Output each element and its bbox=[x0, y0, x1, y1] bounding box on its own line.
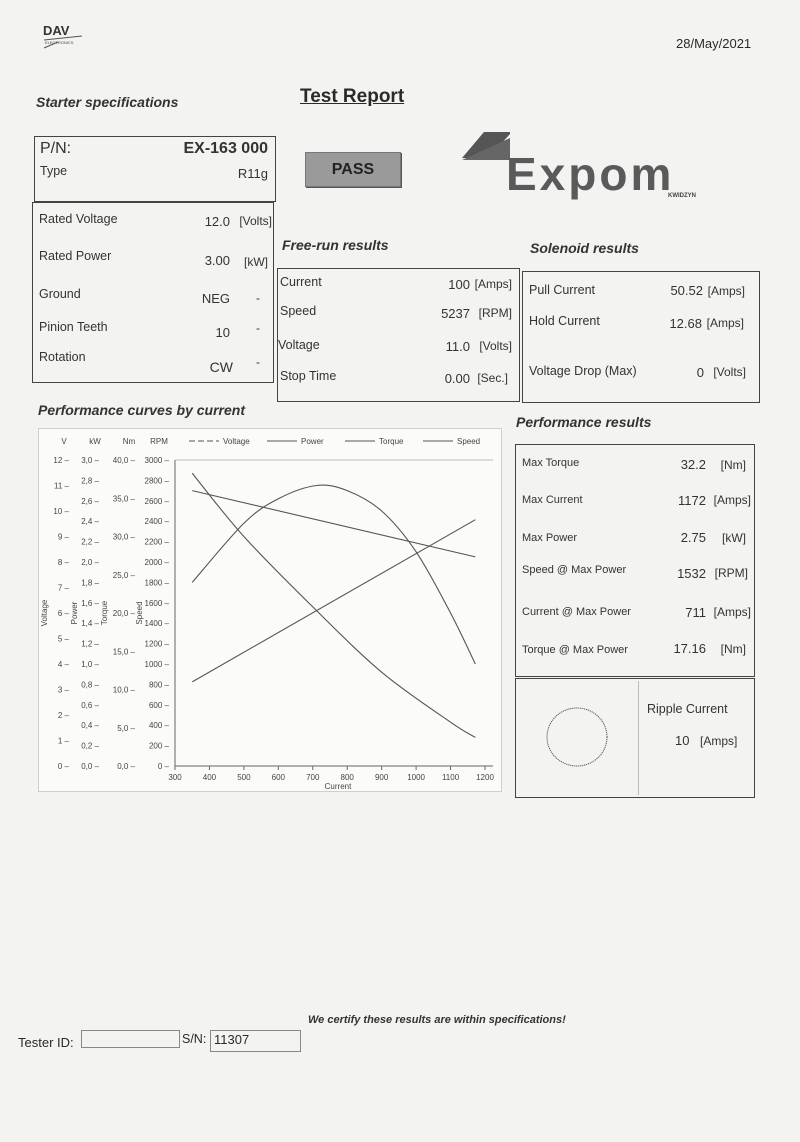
solenoid-value: 0 bbox=[696, 365, 704, 380]
perf-value: 17.16 bbox=[673, 641, 706, 656]
freerun-value: 0.00 bbox=[444, 371, 470, 386]
y-tick-label: 12 – bbox=[53, 456, 69, 465]
perf-value: 2.75 bbox=[680, 530, 706, 545]
spec-label: Rated Voltage bbox=[39, 212, 118, 226]
y-tick-label: 0,0 – bbox=[81, 762, 99, 771]
axis-unit-header: V bbox=[61, 437, 67, 446]
freerun-value: 11.0 bbox=[445, 339, 470, 354]
type-value: R11g bbox=[237, 166, 268, 181]
perf-label: Max Torque bbox=[522, 457, 580, 469]
y-tick-label: 2200 – bbox=[144, 537, 169, 547]
ripple-ellipse bbox=[547, 708, 607, 766]
y-tick-label: 30,0 – bbox=[112, 532, 135, 542]
y-tick-label: 5 – bbox=[57, 634, 69, 644]
freerun-label: Current bbox=[280, 275, 322, 289]
logo-subtext: ELECTRONICS bbox=[45, 40, 74, 45]
perf-value: 32.2 bbox=[680, 457, 706, 472]
legend-label: Power bbox=[301, 437, 324, 446]
y-tick-label: 2,6 – bbox=[81, 496, 99, 506]
chart-svg bbox=[39, 429, 501, 791]
solenoid-unit: [Amps] bbox=[707, 284, 745, 298]
axis-unit-header: kW bbox=[89, 437, 101, 446]
solenoid-section-title: Solenoid results bbox=[530, 240, 639, 256]
y-tick-label: 1,0 – bbox=[81, 660, 99, 669]
spec-value: NEG bbox=[201, 291, 230, 306]
pn-value: EX-163 000 bbox=[183, 140, 268, 157]
y-tick-label: 5,0 – bbox=[117, 723, 135, 733]
solenoid-unit: [Volts] bbox=[713, 365, 746, 379]
perf-label: Max Power bbox=[522, 532, 578, 544]
series-voltage-line bbox=[192, 491, 475, 557]
pass-badge bbox=[305, 152, 401, 187]
freerun-section-title: Free-run results bbox=[282, 237, 389, 253]
perf-value: 1172 bbox=[678, 493, 706, 508]
starter-section-title: Starter specifications bbox=[36, 94, 179, 110]
certify-text: We certify these results are within specifications! bbox=[308, 1014, 566, 1026]
x-tick-label: 1100 bbox=[441, 773, 460, 782]
perf-unit: [Amps] bbox=[713, 605, 751, 619]
x-tick-label: 1000 bbox=[407, 773, 426, 782]
y-tick-label: 2 – bbox=[57, 711, 69, 720]
series-speed-line bbox=[192, 473, 475, 737]
y-tick-label: 0 – bbox=[57, 762, 69, 771]
spec-value: 12.0 bbox=[204, 214, 230, 229]
y-tick-label: 3000 – bbox=[144, 456, 169, 465]
axis-name-label: Power bbox=[70, 601, 79, 625]
ripple-waveform bbox=[517, 681, 639, 795]
sn-field[interactable] bbox=[210, 1030, 301, 1052]
y-tick-label: 1400 – bbox=[144, 619, 169, 629]
spec-label: Ground bbox=[39, 287, 81, 301]
y-tick-label: 1200 – bbox=[144, 639, 169, 649]
legend-label: Voltage bbox=[223, 437, 250, 446]
sn-value: 11307 bbox=[214, 1032, 250, 1047]
spec-label: Rotation bbox=[39, 350, 86, 364]
y-tick-label: 2,8 – bbox=[81, 476, 99, 486]
y-tick-label: 35,0 – bbox=[112, 494, 135, 504]
ripple-label: Ripple Current bbox=[647, 702, 728, 716]
logo-text: DAV bbox=[43, 23, 70, 38]
y-tick-label: 25,0 – bbox=[112, 570, 135, 580]
y-tick-label: 2800 – bbox=[144, 476, 169, 486]
brand-name: Expom bbox=[506, 148, 675, 200]
solenoid-label: Voltage Drop (Max) bbox=[529, 364, 637, 378]
brand-subtext: KWIDZYN bbox=[668, 193, 696, 199]
y-tick-label: 10,0 – bbox=[112, 685, 135, 695]
legend-label: Speed bbox=[457, 437, 481, 446]
axis-unit-header: Nm bbox=[122, 437, 136, 446]
y-tick-label: 2600 – bbox=[144, 496, 169, 506]
perf-value: 1532 bbox=[677, 566, 706, 581]
perf-unit: [Amps] bbox=[713, 493, 751, 507]
y-tick-label: 9 – bbox=[57, 532, 69, 542]
y-tick-label: 0 – bbox=[157, 762, 169, 771]
y-tick-label: 1,6 – bbox=[81, 598, 99, 608]
y-tick-label: 200 – bbox=[148, 741, 169, 751]
legend-label: Torque bbox=[379, 437, 404, 446]
y-tick-label: 0,6 – bbox=[81, 700, 99, 710]
spec-value: 3.00 bbox=[204, 253, 230, 268]
axis-name-label: Voltage bbox=[40, 599, 49, 627]
y-tick-label: 40,0 – bbox=[112, 456, 135, 465]
freerun-value: 5237 bbox=[441, 306, 470, 321]
solenoid-label: Hold Current bbox=[529, 314, 600, 328]
freerun-label: Speed bbox=[280, 304, 317, 318]
y-tick-label: 7 – bbox=[57, 583, 69, 593]
perf-label: Torque @ Max Power bbox=[522, 644, 628, 656]
freerun-unit: [Amps] bbox=[474, 277, 512, 291]
tester-id-field[interactable] bbox=[81, 1030, 180, 1048]
x-tick-label: 1200 bbox=[476, 773, 494, 782]
y-tick-label: 15,0 – bbox=[112, 647, 135, 657]
series-torque-line bbox=[192, 520, 475, 682]
ripple-value: 10 bbox=[675, 733, 690, 748]
x-tick-label: 800 bbox=[340, 773, 354, 782]
y-tick-label: 0,0 – bbox=[117, 762, 135, 771]
freerun-unit: [Volts] bbox=[479, 339, 512, 353]
freerun-label: Voltage bbox=[278, 338, 320, 352]
perf-unit: [Nm] bbox=[720, 458, 746, 472]
spec-unit: - bbox=[256, 291, 260, 305]
axis-name-label: Speed bbox=[135, 601, 144, 625]
spec-value: 10 bbox=[215, 325, 230, 340]
y-tick-label: 1000 – bbox=[144, 660, 169, 669]
tester-id-label: Tester ID: bbox=[18, 1035, 74, 1050]
perf-label: Speed @ Max Power bbox=[522, 564, 627, 576]
ripple-unit: [Amps] bbox=[700, 734, 738, 748]
pass-badge-label: PASS bbox=[331, 160, 375, 178]
y-tick-label: 2,2 – bbox=[81, 537, 99, 547]
y-tick-label: 8 – bbox=[57, 558, 69, 567]
freerun-unit: [Sec.] bbox=[477, 371, 508, 385]
x-tick-label: 700 bbox=[306, 773, 320, 782]
x-tick-label: 500 bbox=[237, 773, 251, 782]
x-axis-label: Current bbox=[324, 782, 352, 791]
y-tick-label: 2000 – bbox=[144, 558, 169, 567]
y-tick-label: 0,2 – bbox=[81, 741, 99, 751]
y-tick-label: 2,4 – bbox=[81, 517, 99, 527]
perf-unit: [Nm] bbox=[720, 642, 746, 656]
y-tick-label: 6 – bbox=[57, 609, 69, 618]
perf-unit: [kW] bbox=[722, 531, 746, 545]
pn-label: P/N: bbox=[40, 140, 72, 157]
solenoid-value: 50.52 bbox=[670, 283, 703, 298]
performance-section-title: Performance results bbox=[516, 414, 652, 430]
type-label: Type bbox=[40, 164, 68, 178]
x-tick-label: 600 bbox=[271, 773, 286, 782]
y-tick-label: 1800 – bbox=[144, 578, 169, 588]
y-tick-label: 11 – bbox=[54, 481, 69, 491]
y-tick-label: 0,8 – bbox=[81, 680, 99, 690]
y-tick-label: 2400 – bbox=[144, 517, 169, 527]
y-tick-label: 1,2 – bbox=[81, 639, 99, 649]
x-tick-label: 400 bbox=[202, 773, 217, 782]
spec-value: CW bbox=[209, 359, 233, 375]
axis-name-label: Torque bbox=[100, 600, 109, 626]
report-date: 28/May/2021 bbox=[676, 36, 752, 51]
spec-unit: [kW] bbox=[244, 255, 268, 269]
y-tick-label: 2,0 – bbox=[81, 558, 99, 567]
x-tick-label: 300 bbox=[168, 773, 182, 782]
solenoid-unit: [Amps] bbox=[706, 316, 744, 330]
axis-unit-header: RPM bbox=[150, 437, 168, 446]
spec-unit: [Volts] bbox=[239, 214, 272, 228]
solenoid-label: Pull Current bbox=[529, 283, 595, 297]
y-tick-label: 1600 – bbox=[144, 598, 169, 608]
perf-label: Current @ Max Power bbox=[522, 606, 631, 618]
series-power-line bbox=[192, 485, 475, 664]
performance-chart bbox=[38, 428, 502, 792]
spec-unit: - bbox=[256, 321, 260, 335]
y-tick-label: 400 – bbox=[148, 721, 169, 731]
expom-logo bbox=[460, 130, 730, 202]
y-tick-label: 1 – bbox=[57, 736, 69, 746]
curves-section-title: Performance curves by current bbox=[38, 402, 245, 418]
y-tick-label: 20,0 – bbox=[112, 609, 135, 618]
perf-unit: [RPM] bbox=[714, 566, 748, 580]
y-tick-label: 1,4 – bbox=[81, 619, 99, 629]
y-tick-label: 800 – bbox=[148, 680, 169, 690]
freerun-label: Stop Time bbox=[280, 369, 337, 383]
y-tick-label: 3 – bbox=[57, 685, 69, 695]
y-tick-label: 3,0 – bbox=[81, 456, 99, 465]
spec-label: Pinion Teeth bbox=[39, 320, 108, 334]
y-tick-label: 1,8 – bbox=[81, 578, 99, 588]
freerun-value: 100 bbox=[448, 277, 470, 292]
spec-unit: - bbox=[256, 355, 260, 369]
x-tick-label: 900 bbox=[374, 773, 389, 782]
y-tick-label: 4 – bbox=[57, 660, 69, 669]
spec-label: Rated Power bbox=[39, 249, 112, 263]
y-tick-label: 10 – bbox=[53, 507, 69, 516]
sn-label: S/N: bbox=[182, 1032, 207, 1046]
y-tick-label: 0,4 – bbox=[81, 721, 99, 731]
y-tick-label: 600 – bbox=[148, 700, 169, 710]
freerun-unit: [RPM] bbox=[478, 306, 512, 320]
solenoid-value: 12.68 bbox=[669, 316, 702, 331]
page-title: Test Report bbox=[300, 86, 405, 107]
company-logo bbox=[42, 22, 86, 52]
perf-value: 711 bbox=[685, 605, 706, 620]
perf-label: Max Current bbox=[522, 494, 583, 506]
